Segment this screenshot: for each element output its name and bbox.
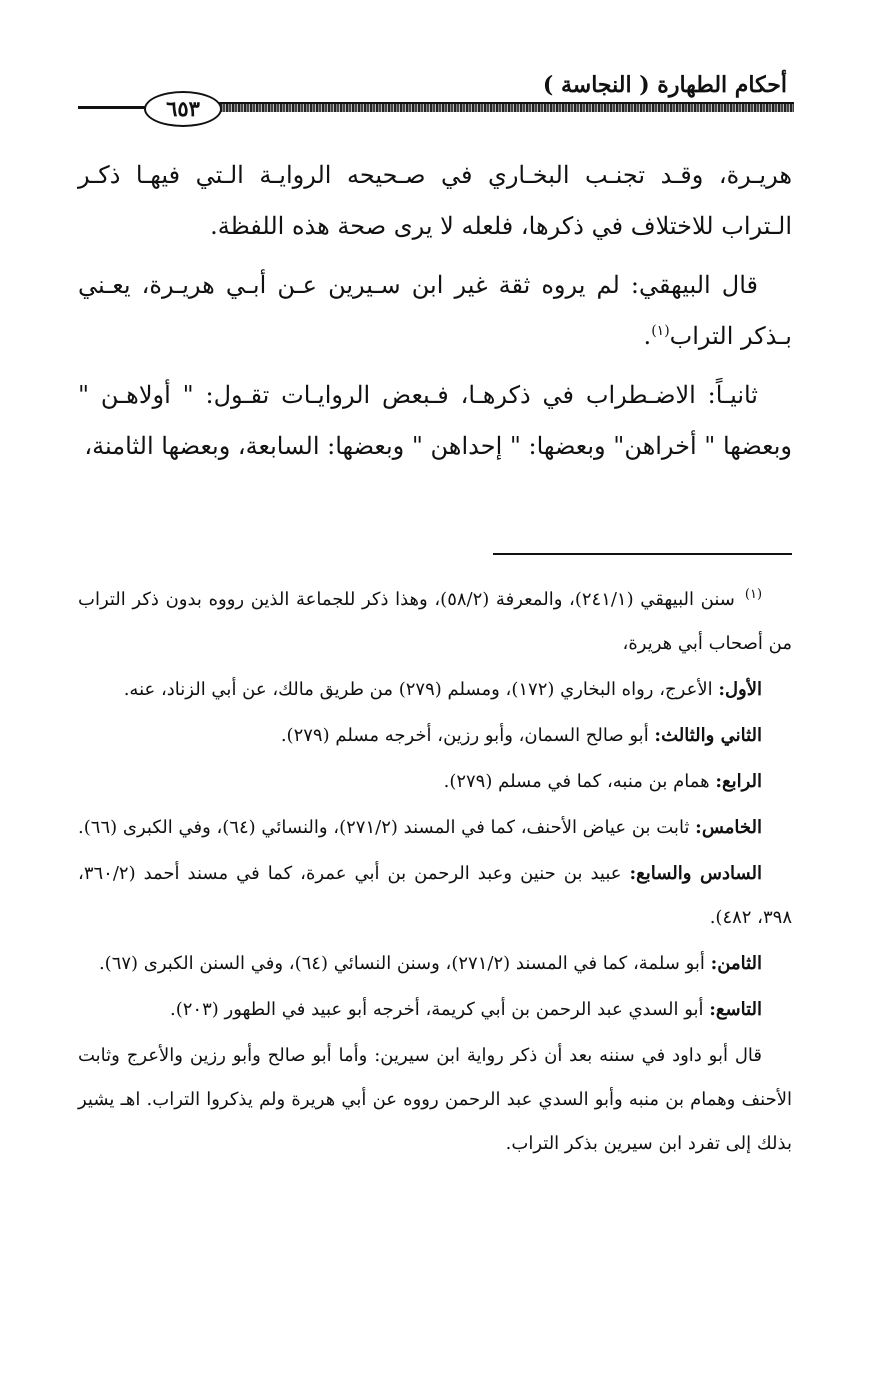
note-second-third — [78, 714, 792, 758]
footnotes — [78, 578, 792, 1168]
footnote-separator — [493, 553, 792, 555]
note-first — [78, 668, 792, 712]
note-text: أبو السدي عبد الرحمن بن أبي كريمة، أخرجه أبو عبيد في الطهور (٢٠٣). — [170, 999, 710, 1020]
note-label: التاسع: — [709, 999, 762, 1020]
paragraph-1: هريـرة، وقـد تجنـب البخـاري في صـحيحه الروايـة الـتي فيهـا ذكـر الـتراب للاختلاف في ذكرها، فلعله لا يرى صحة هذه اللفظة. — [78, 161, 792, 240]
footnote-ref-1: (١) — [651, 323, 670, 339]
note-ninth — [78, 988, 792, 1032]
note-label: الرابع: — [715, 771, 762, 792]
note-label: الثامن: — [710, 953, 762, 974]
note-eighth — [78, 942, 792, 986]
header-rule-right-pattern — [214, 104, 794, 112]
note-sixth-seventh — [78, 852, 792, 940]
note-text: أبو سلمة، كما في المسند (٢٧١/٢)، وسنن النسائي (٦٤)، وفي السنن الكبرى (٦٧). — [98, 953, 711, 974]
paragraph-2 — [78, 260, 792, 362]
note-text: عبيد بن حنين وعبد الرحمن بن أبي عمرة، كما في مسند أحمد (٣٦٠/٢، ٣٩٨، ٤٨٢). — [78, 863, 792, 928]
note-fourth — [78, 760, 792, 804]
note-text: أبو صالح السمان، وأبو رزين، أخرجه مسلم (٢٧٩). — [280, 725, 655, 746]
note-label: السادس والسابع: — [629, 863, 762, 884]
note-closing: قال أبو داود في سننه بعد أن ذكر رواية ابن سيرين: وأما أبو صالح وأبو رزين والأعرج وثابت الأحنف وهمام بن منبه وأبو السدي عبد الرحمن رووه عن أبي هريرة ولم يذكروا التراب. اهـ يشير بذلك إلى تفرد ابن سيرين بذكر التراب. — [78, 1045, 792, 1154]
note-fifth — [78, 806, 792, 850]
header-rule-left — [78, 106, 148, 109]
note-text: ثابت بن عياض الأحنف، كما في المسند (٢٧١/٢)، والنسائي (٦٤)، وفي الكبرى (٦٦). — [78, 817, 696, 838]
paragraph-3: ثانيـاً: الاضـطراب في ذكرهـا، فـبعض الروايـات تقـول: " أولاهـن " وبعضها " أخراهن" وبعضها: " إحداهن " وبعضها: السابعة، وبعضها الثامنة، — [78, 381, 792, 460]
note-text: همام بن منبه، كما في مسلم (٢٧٩). — [443, 771, 716, 792]
paragraph-2-text: قال البيهقي: لم يروه ثقة غير ابن سـيرين عـن أبـي هريـرة، يعـني بـذكر التراب — [78, 271, 792, 350]
running-title: أحكام الطهارة ( النجاسة ) — [542, 72, 787, 98]
note-label: الخامس: — [695, 817, 762, 838]
main-text — [78, 150, 792, 480]
note-label: الأول: — [718, 679, 762, 700]
footnote-1-text: سنن البيهقي (٢٤١/١)، والمعرفة (٥٨/٢)، وهذا ذكر للجماعة الذين رووه بدون ذكر التراب من أصحاب أبي هريرة، — [78, 589, 792, 654]
note-text: الأعرج، رواه البخاري (١٧٢)، ومسلم (٢٧٩) من طريق مالك، عن أبي الزناد، عنه. — [123, 679, 719, 700]
paragraph-2-end: . — [643, 322, 652, 350]
footnote-1-mark: (١) — [744, 587, 763, 602]
page-number: ٦٥٣ — [144, 91, 222, 127]
note-label: الثاني والثالث: — [654, 725, 762, 746]
footnote-1 — [78, 578, 792, 666]
